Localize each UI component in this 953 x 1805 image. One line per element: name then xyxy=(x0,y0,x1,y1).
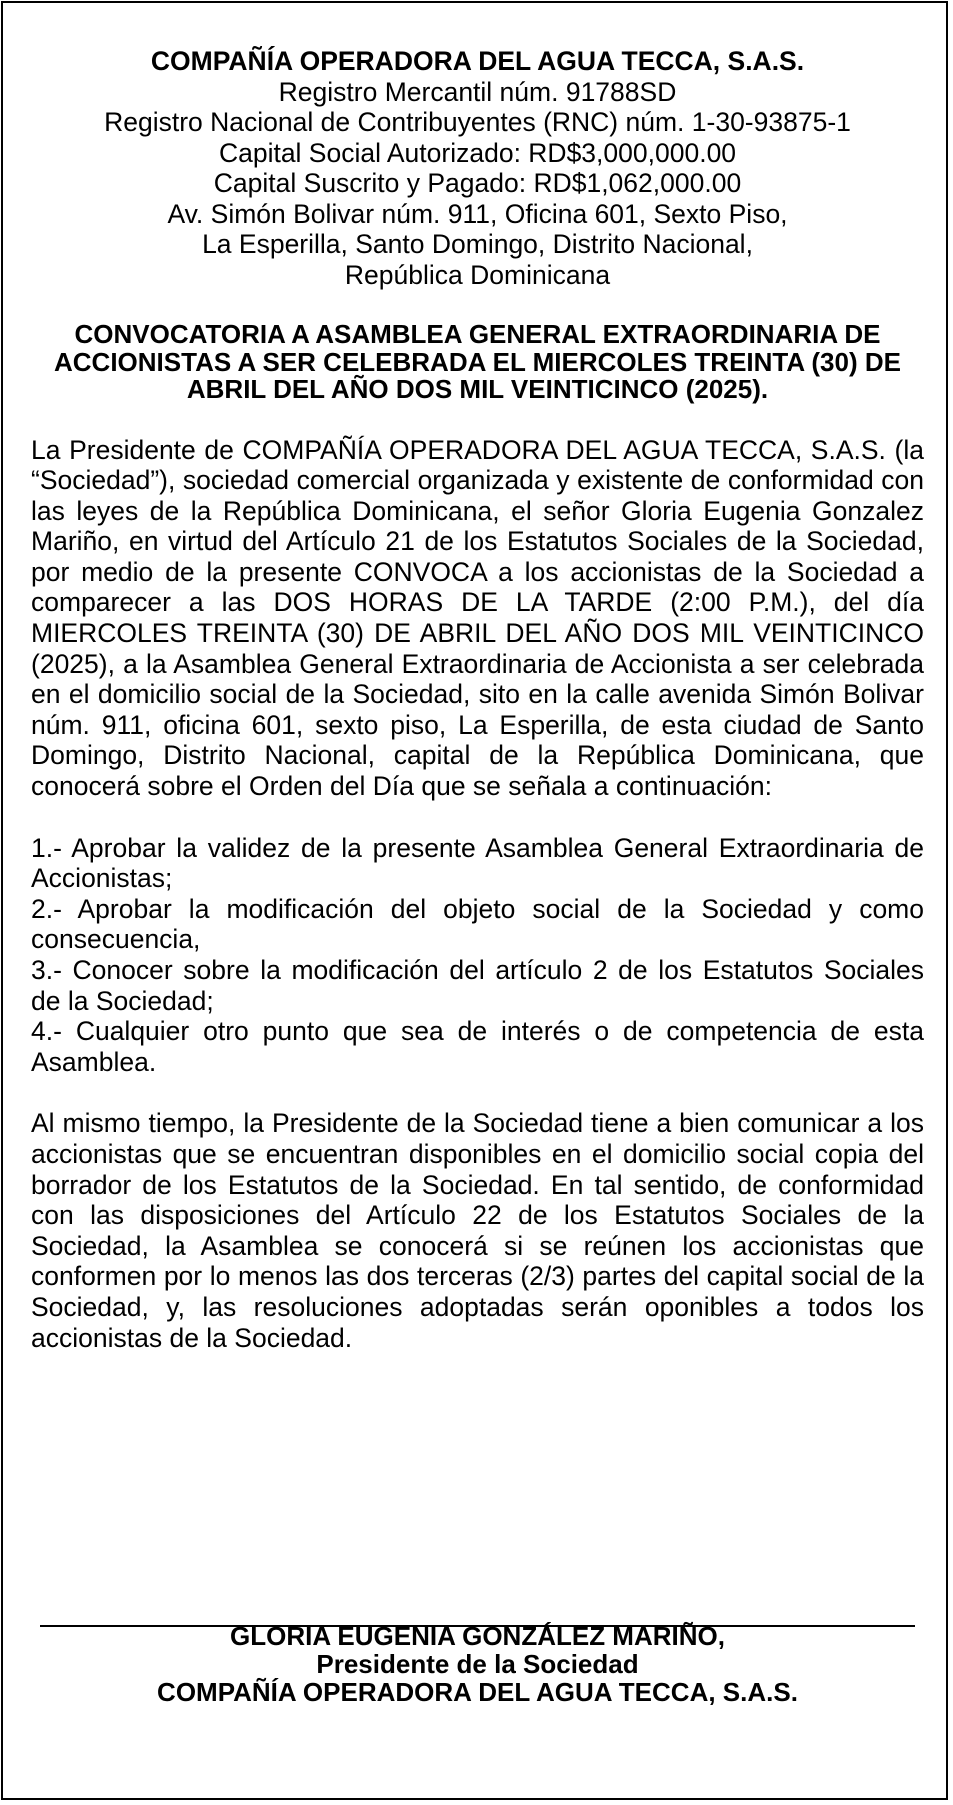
agenda-item: 4.- Cualquier otro punto que sea de interés o de competencia de esta Asamblea. xyxy=(31,1016,924,1077)
capital-autorizado: Capital Social Autorizado: RD$3,000,000.00 xyxy=(218,137,737,168)
address-line-3: República Dominicana xyxy=(344,259,611,290)
company-header xyxy=(31,46,924,290)
agenda-item: 3.- Conocer sobre la modificación del artículo 2 de los Estatutos Sociales de la Sociedad; xyxy=(31,955,924,1016)
agenda-list xyxy=(31,833,924,1078)
rnc: Registro Nacional de Contribuyentes (RNC) núm. 1-30-93875-1 xyxy=(104,107,851,137)
convocatoria-title: CONVOCATORIA A ASAMBLEA GENERAL EXTRAORDINARIA DE ACCIONISTAS A SER CELEBRADA EL MIERCOLES TREINTA (30) DE ABRIL DEL AÑO DOS MIL VEINTICINCO (2025). xyxy=(54,319,901,404)
signer-title: Presidente de la Sociedad xyxy=(316,1649,639,1679)
agenda-item: 1.- Aprobar la validez de la presente Asamblea General Extraordinaria de Accionistas; xyxy=(31,832,924,894)
body-paragraph: La Presidente de COMPAÑÍA OPERADORA DEL AGUA TECCA, S.A.S. (la “Sociedad”), sociedad comercial organizada y existente de conformidad con las leyes de la República Dominicana, el señor Gloria Eugenia Gonzalez Mariño, en virtud del Artículo 21 de los Estatutos Sociales de la Sociedad, por medio de la presente CONVOCA a los accionistas de la Sociedad a comparecer a las DOS HORAS DE LA TARDE (2:00 P.M.), del día MIERCOLES TREINTA (30) DE ABRIL DEL AÑO DOS MIL VEINTICINCO (2025), a la Asamblea General Extraordinaria de Accionista a ser celebrada en el domicilio social de la Sociedad, sito en la calle avenida Simón Bolivar núm. 911, oficina 601, sexto piso, La Esperilla, de esta ciudad de Santo Domingo, Distrito Nacional, capital de la República Dominicana, que conocerá sobre el Orden del Día que se señala a continuación: xyxy=(31,434,924,802)
signer-company: COMPAÑÍA OPERADORA DEL AGUA TECCA, S.A.S. xyxy=(157,1677,798,1707)
agenda-item: 2.- Aprobar la modificación del objeto social de la Sociedad y como consecuencia, xyxy=(31,893,924,955)
signature-block xyxy=(31,1622,924,1706)
address-line-2: La Esperilla, Santo Domingo, Distrito Nacional, xyxy=(202,229,753,259)
signer-name: GLORIA EUGENIA GONZÁLEZ MARIÑO, xyxy=(230,1621,725,1651)
registro-mercantil: Registro Mercantil núm. 91788SD xyxy=(278,76,677,107)
closing-paragraph: Al mismo tiempo, la Presidente de la Sociedad tiene a bien comunicar a los accionistas que se encuentran disponibles en el domicilio social copia del borrador de los Estatutos de la Sociedad. En tal sentido, de conformidad con las disposiciones del Artículo 22 de los Estatutos Sociales de la Sociedad, la Asamblea se conocerá si se reúnen los accionistas que conformen por lo menos las dos terceras (2/3) partes del capital social de la Sociedad, y, las resoluciones adoptadas serán oponibles a todos los accionistas de la Sociedad. xyxy=(31,1108,924,1353)
company-name: COMPAÑÍA OPERADORA DEL AGUA TECCA, S.A.S. xyxy=(150,46,805,76)
notice-content xyxy=(31,46,924,1353)
capital-suscrito: Capital Suscrito y Pagado: RD$1,062,000.00 xyxy=(213,168,742,198)
address-line-1: Av. Simón Bolivar núm. 911, Oficina 601, Sexto Piso, xyxy=(167,198,788,229)
